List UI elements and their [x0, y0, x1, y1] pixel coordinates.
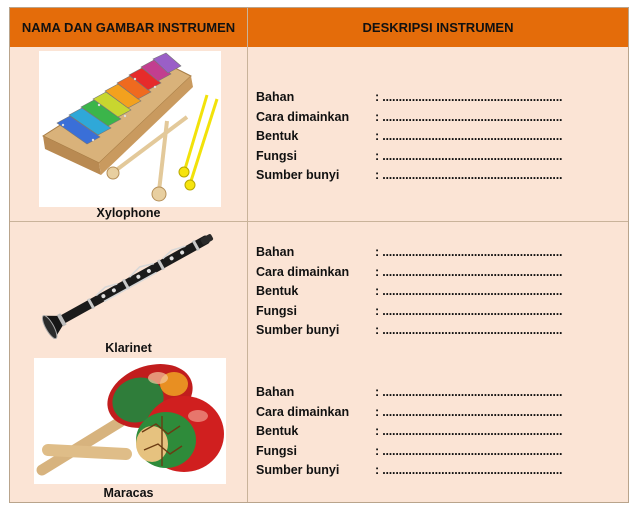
label-fungsi: Fungsi	[256, 148, 297, 163]
description-block-xylophone	[256, 88, 562, 186]
clarinet-image	[36, 225, 226, 339]
instrument-name-maracas: Maracas	[103, 486, 154, 500]
xylophone-image	[39, 51, 221, 207]
blank-line: : .......................................................	[375, 245, 563, 259]
header-name-image: NAMA DAN GAMBAR INSTRUMEN	[10, 8, 248, 47]
blank-line: : .......................................................	[375, 463, 563, 477]
blank-line: : .......................................................	[375, 443, 563, 458]
description-block-klarinet	[256, 243, 562, 341]
label-fungsi: Fungsi	[256, 303, 297, 318]
instrument-name-klarinet: Klarinet	[105, 341, 152, 355]
blank-line: : .......................................................	[375, 424, 563, 438]
blank-line: : .......................................................	[375, 404, 563, 419]
label-bahan: Bahan	[256, 385, 295, 399]
blank-line: : .......................................................	[375, 284, 563, 298]
blank-line: : .......................................................	[375, 385, 563, 399]
blank-line: : .......................................................	[375, 168, 563, 182]
blank-line: : .......................................................	[375, 109, 563, 124]
blank-line: : .......................................................	[375, 148, 563, 163]
column-divider	[247, 8, 248, 502]
header-description: DESKRIPSI INSTRUMEN	[248, 8, 628, 47]
label-bentuk: Bentuk	[256, 424, 299, 438]
blank-line: : .......................................................	[375, 303, 563, 318]
blank-line: : .......................................................	[375, 129, 563, 143]
label-sumber-bunyi: Sumber bunyi	[256, 323, 340, 337]
maracas-image	[34, 358, 226, 484]
label-cara-dimainkan: Cara dimainkan	[256, 404, 350, 419]
label-sumber-bunyi: Sumber bunyi	[256, 168, 340, 182]
instrument-table	[9, 7, 629, 503]
label-bentuk: Bentuk	[256, 284, 299, 298]
blank-line: : .......................................................	[375, 323, 563, 337]
label-sumber-bunyi: Sumber bunyi	[256, 463, 340, 477]
label-cara-dimainkan: Cara dimainkan	[256, 109, 350, 124]
row-divider	[10, 221, 628, 222]
instrument-name-xylophone: Xylophone	[96, 206, 161, 220]
description-block-maracas	[256, 383, 562, 481]
label-bahan: Bahan	[256, 245, 295, 259]
label-fungsi: Fungsi	[256, 443, 297, 458]
blank-line: : .......................................................	[375, 90, 563, 104]
label-bentuk: Bentuk	[256, 129, 299, 143]
label-cara-dimainkan: Cara dimainkan	[256, 264, 350, 279]
blank-line: : .......................................................	[375, 264, 563, 279]
label-bahan: Bahan	[256, 90, 295, 104]
